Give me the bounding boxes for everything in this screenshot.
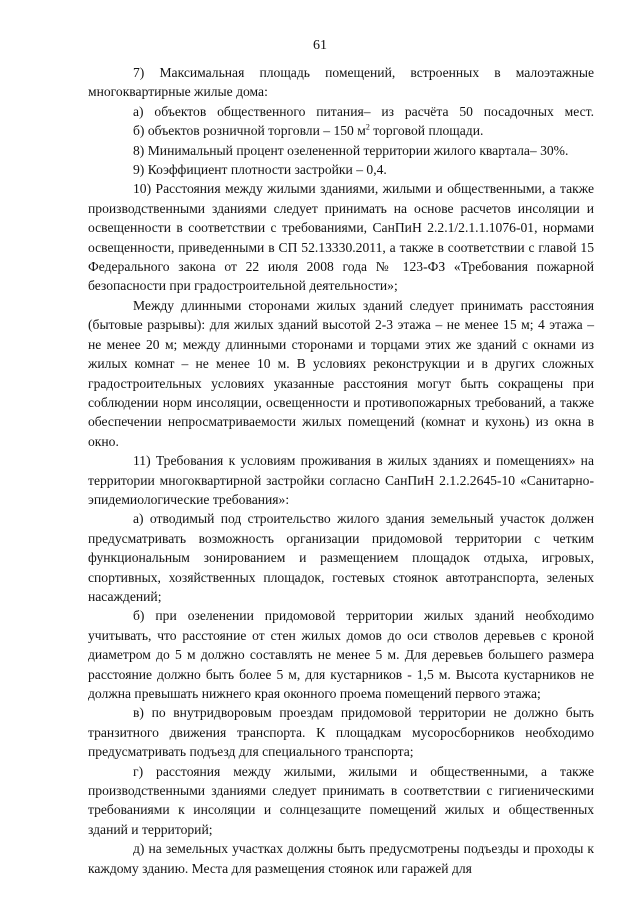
paragraph-8-greenery: 8) Минимальный процент озелененной территории жилого квартала– 30%. (133, 142, 569, 158)
paragraph-9-density: 9) Коэффициент плотности застройки – 0,4. (133, 162, 387, 178)
paragraph-7a-catering: а) объектов общественного питания– из расчёта 50 посадочных мест. (133, 103, 594, 119)
paragraph-7b-retail (88, 121, 594, 140)
paragraph-11-living-conditions: 11) Требования к условиям проживания в жилых зданиях и помещениях» на территории многоквартирной застройки согласно СанПиН 2.1.2.2645-10 «Санитарно-эпидемиологические требования»: (88, 453, 594, 507)
paragraph-household-gaps: Между длинными сторонами жилых зданий следует принимать расстояния (бытовые разрывы): для жилых зданий высотой 2-3 этажа – не менее 15 м; 4 этажа – не менее 20 м; между длинными сторонами и торцами этих же зданий с окнами из жилых комнат – не менее 10 м. В условиях реконструкции и в других сложных градостроительных условиях указанные расстояния могут быть сокращены при соблюдении норм инсоляции, освещенности и противопожарных требований, а также обеспечении непросматриваемости жилых помещений (комнат и кухонь) из окна в окно. (88, 297, 594, 449)
paragraph-11v-driveways: в) по внутридворовым проездам придомовой территории не должно быть транзитного движения транспорта. К площадкам мусоросборников необходимо предусматривать подъезд для специального транспорта; (88, 705, 594, 760)
paragraph-7b-text: б) объектов розничной торговли – 150 м (133, 123, 366, 139)
paragraph-11a-land-plot: а) отводимый под строительство жилого здания земельный участок должен предусматривать возможность организации придомовой территории с четким функциональным зонированием и размещением площадок отдыха, игровых, спортивных, хозяйственных площадок, гостевых стоянок автотранспорта, зеленых насаждений; (88, 511, 594, 604)
paragraph-11d-access-roads: д) на земельных участках должны быть предусмотрены подъезды и проходы к каждому зданию. Места для размещения стоянок или гаражей для (88, 841, 594, 876)
paragraph-7b-suffix: торговой площади. (369, 123, 484, 139)
paragraph-11g-building-distances: г) расстояния между жилыми, жилыми и общественными, а также производственными зданиями следует принимать в соответствии с гигиеническими требованиями к инсоляции и солнцезащите помещений жилых и общественных зданий и территорий; (88, 763, 594, 837)
square-superscript: 2 (365, 122, 370, 132)
paragraph-11b-landscaping: б) при озеленении придомовой территории жилых зданий необходимо учитывать, что расстояние от стен жилых домов до оси стволов деревьев с кроной диаметром до 5 м должно составлять не менее 5 м. Для деревьев большего размера расстояние должно быть более 5 м, для кустарников - 1,5 м. Высота кустарников не должна превышать нижнего края оконного проема помещений первого этажа; (88, 608, 594, 701)
paragraph-7-max-area: 7) Максимальная площадь помещений, встроенных в малоэтажные многоквартирные жилые дома: (88, 65, 594, 100)
page-number: 61 (313, 38, 327, 53)
document-body (88, 63, 594, 878)
paragraph-10-distances: 10) Расстояния между жилыми зданиями, жилыми и общественными, а также производственными зданиями следует принимать на основе расчетов инсоляции и освещенности в соответствии с требованиями, СанПиН 2.2.1/2.1.1.1076-01, нормами освещенности, приведенными в СП 52.13330.2011, а также в соответствии с главой 15 Федерального закона от 22 июля 2008 года № 123-ФЗ «Требования пожарной безопасности при градостроительной деятельности»; (88, 181, 594, 294)
